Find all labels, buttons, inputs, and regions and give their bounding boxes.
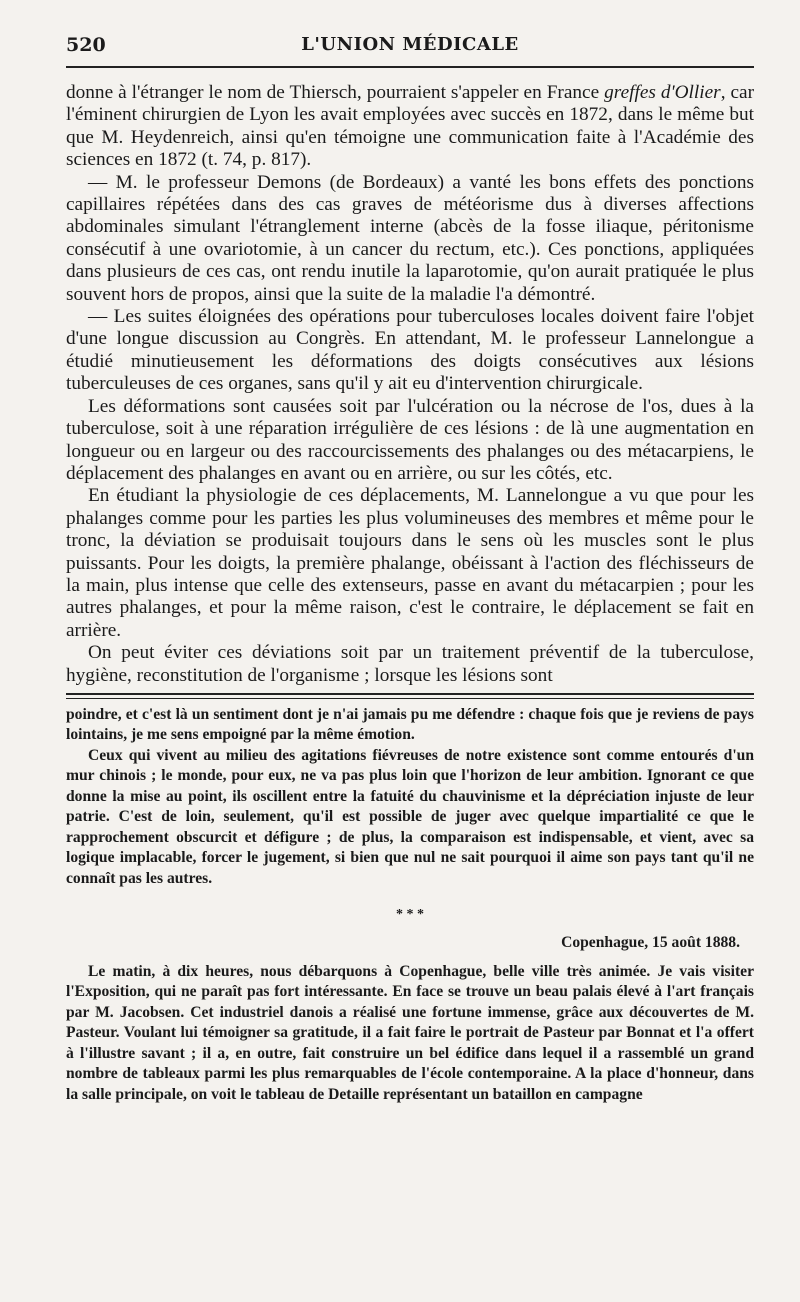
paragraph-text: , car l'éminent chirurgien de Lyon les avait employées avec succès en 1872, dans le même but que M. Heydenreich, ainsi qu'en témoigne une communication faite à l'Académie des sciences en 1872 (t. 74, p. 817).: [66, 82, 755, 171]
running-head: [66, 28, 754, 58]
header-rule: [66, 66, 754, 68]
paragraph-continuation: [66, 82, 754, 172]
feuilleton-paragraph: Le matin, à dix heures, nous débarquons à Copenhague, belle ville très animée. Je vais visiter l'Exposition, qui ne paraît pas fort intéressante. En face se trouve un beau palais élevé à l'art français par M. Jacobsen. Cet industriel danois a réalisé une fortune immense, grâce aux découvertes de M. Pasteur. Voulant lui témoigner sa gratitude, il a fait faire le portrait de Pasteur par Bonnat et l'a offert à l'illustre savant ; il a, en outre, fait construire un bel édifice dans lequel il a rassemblé un grand nombre de tableaux parmi les plus remarquables de l'école contemporaine. A la place d'honneur, dans la salle principale, on voit le tableau de Detaille représentant un bataillon en campagne: [66, 962, 754, 1103]
main-text: [66, 82, 754, 687]
paragraph-traitement: On peut éviter ces déviations soit par un traitement préventif de la tuberculose, hygiène, reconstitution de l'organisme ; lorsque les lésions sont: [66, 642, 754, 686]
feuilleton-paragraph: poindre, et c'est là un sentiment dont je n'ai jamais pu me défendre : chaque fois que je reviens de pays lointains, je me sens empoigné par la même émotion.: [66, 705, 754, 744]
feuilleton: [66, 705, 754, 1106]
feuilleton-paragraph: Ceux qui vivent au milieu des agitations fiévreuses de notre existence sont comme entourés d'un mur chinois ; le monde, pour eux, ne va pas plus loin que l'horizon de leur ambition. Ignorant ce que donne la mise au point, ils oscillent entre la fatuité du chauvinisme et la dépréciation injuste de leur patrie. C'est de loin, seulement, qu'il est possible de juger avec quelque impartialité ce que le rapprochement obscurcit et défigure ; de plus, la comparaison est indispensable, et vient, avec sa logique implacable, forcer le jugement, si bien que nul ne sait pourquoi il aime son pays tant qu'il ne connaît pas les autres.: [66, 746, 754, 887]
italic-term: greffes d'Ollier: [604, 82, 721, 103]
paragraph-suites-eloignees: — Les suites éloignées des opérations pour tuberculoses locales doivent faire l'objet d'une longue discussion au Congrès. En attendant, M. le professeur Lannelongue a étudié minutieusement les déformations des doigts consécutives aux lésions tuberculeuses de ces organes, sans qu'il y ait eu d'intervention chirurgicale.: [66, 306, 754, 395]
page-number: 520: [66, 34, 106, 56]
paragraph-physiologie: En étudiant la physiologie de ces déplacements, M. Lannelongue a vu que pour les phalanges comme pour les parties les plus volumineuses des membres et même pour le tronc, la déviation se produisait toujours dans le sens où les muscles sont le plus puissants. Pour les doigts, la première phalange, obéissant à l'action des fléchisseurs de la main, plus intense que celle des extenseurs, passe en avant du métacarpien ; pour les autres phalanges, et pour la même raison, c'est le contraire, le déplacement se fait en arrière.: [66, 485, 754, 641]
section-separator-stars: * * *: [396, 907, 424, 923]
paragraph-deformations: Les déformations sont causées soit par l'ulcération ou la nécrose de l'os, dues à la tuberculose, soit à une réparation irrégulière de ces lésions : de là une augmentation en longueur ou en largeur ou des raccourcissements des phalanges ou des métacarpiens, le déplacement des phalanges en avant ou en arrière, ou sur les côtés, etc.: [66, 395, 754, 484]
feuilleton-separator-rule: [66, 693, 754, 699]
journal-title: L'UNION MÉDICALE: [301, 34, 519, 55]
paragraph-text: donne à l'étranger le nom de Thiersch, pourraient s'appeler en France: [66, 82, 605, 103]
paragraph-demons: — M. le professeur Demons (de Bordeaux) a vanté les bons effets des ponctions capillaires répétées dans des cas graves de météorisme dus à diverses affections abdominales simulant l'étranglement interne (abcès de la fosse iliaque, péritonisme consécutif à une ovariotomie, à un cancer du rectum, etc.). Ces ponctions, appliquées dans plusieurs de ces cas, ont rendu inutile la laparotomie, qu'on aurait pratiquée le plus souvent hors de propos, ainsi que la suite de la maladie l'a démontré.: [66, 171, 754, 305]
dateline: Copenhague, 15 août 1888.: [561, 934, 740, 952]
